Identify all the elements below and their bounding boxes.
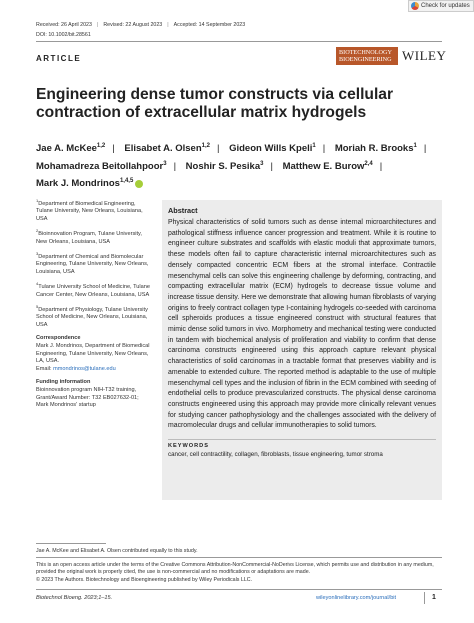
received-date: Received: 26 April 2023 [36,22,92,28]
date-separator: | [96,22,99,28]
date-separator: | [167,22,169,28]
journal-logo-line1: BIOTECHNOLOGY [339,49,392,56]
journal-logo [336,47,398,65]
journal-citation: Biotechnol Bioeng. 2023;1–15. [36,595,113,601]
abstract-text: Physical characteristics of solid tumors such as dense internal microarchitectures and pathological stiffness influence cancer progression and treatment. While it is routine to engineer culture substrates and scaffolds with elastic moduli that approximate tumors, these models often fail to capture characteristic internal microarchitectures such as densely compacted concentric ECM fibers at the stromal interface. Contractile mesenchymal cells can solve this engineering challenge by deforming, contracting, and compacting extracellular matrix (ECM) hydrogels to decrease tissue volume and increase tissue density. Here we demonstrate that allowing human fibroblasts of varying origins to freely contract collagen type I-containing hydrogels co-seeded with carcinoma cell spheroids produces a tissue engineered construct with structural features that mimic dense solid tumors in vivo. Morphometry and mechanical testing were conducted in tandem with biochemical analysis of proliferation and viability to confirm that dense carcinoma constructs engineered using this approach capture relevant physical characteristics of solid carcinomas in a tractable format that preserves viability and is amenable to extended culture. The reported method is adaptable to the use of multiple mesenchymal cell types and the inclusion of fibrin in the ECM combined with seeding of endothelial cells to produce prevascularized constructs. The physical dense carcinoma constructs engineered using this approach may provide more clinically relevant venues for studying cancer pathophysiology and the challenges associated with the delivery of macromolecular drugs and cellular immunotherapies to solid tumors. [168,219,436,430]
article-dates [36,22,245,28]
affiliation: $^2$Bioinnovation Program, Tulane University, New Orleans, Louisiana, USA [36,228,142,245]
affiliations-column [36,197,151,413]
equal-contribution-note: Jae A. McKee and Elisabet A. Olsen contributed equally to this study. [36,548,198,554]
journal-url-link[interactable]: wileyonlinelibrary.com/journal/bit [316,595,397,601]
orcid-icon[interactable] [135,180,143,188]
keywords-divider [168,439,436,440]
revised-date: Revised: 22 August 2023 [103,22,163,28]
doi: DOI: 10.1002/bit.28561 [36,32,91,38]
author-name[interactable]: Moriah R. Brooks$^1$ [334,143,417,155]
affiliation: $^3$Department of Chemical and Biomolecular Engineering, Tulane University, New Orleans, Louisiana, USA [36,250,149,275]
publisher-logo: WILEY [402,48,447,63]
funding-text: Bioinnovation program NIH-T32 training, Grant/Award Number: T32 EB027632-01; Mark Mondrinos' startup [36,386,139,409]
article-title: Engineering dense tumor constructs via cellular contraction of extracellular matrix hydrogels [36,86,394,121]
header-divider [36,41,442,42]
publisher-logos [336,47,446,65]
footnote-divider [36,543,106,544]
correspondence-text: Mark J. Mondrinos, Department of Biomedical Engineering, Tulane University, New Orleans, LA, USA. Email: mmondrinos@tulane.edu [36,342,150,372]
license-divider [36,557,442,558]
author-list: Jae A. McKee$^{1,2}$ | Elisabet A. Olsen$^{1,2}$ | Gideon Wills Kpeli$^1$ | Moriah R. Brooks$^1$ | Mohamadreza Beitollahpoor$^3$ | Noshir S. Pesika$^3$ | Matthew E. Burow$^{2,4}$ | Mark J. Mondrinos$^{1,4,5}$ [36,143,427,190]
funding-heading: Funding information [36,379,91,386]
crossmark-icon [411,2,419,10]
affiliation: $^5$Department of Physiology, Tulane University School of Medicine, New Orleans, Louisiana, USA [36,303,148,328]
author-name[interactable]: Mark J. Mondrinos$^{1,4,5}$ [36,178,134,190]
page-number-divider [424,592,425,604]
author-name[interactable]: Jae A. McKee$^{1,2}$ [36,143,106,155]
affiliation: $^4$Tulane University School of Medicine, Tulane Cancer Center, New Orleans, Louisiana, USA [36,281,150,298]
keywords-heading: KEYWORDS [168,443,209,450]
keywords-list: cancer, cell contractility, collagen, fibroblasts, tissue engineering, tumor stroma [168,451,383,459]
journal-logo-line2: BIOENGINEERING [339,56,392,63]
accepted-date: Accepted: 14 September 2023 [173,22,246,28]
author-name[interactable]: Matthew E. Burow$^{2,4}$ [282,160,373,172]
check-updates-label: Check for updates [421,3,470,9]
author-name[interactable]: Mohamadreza Beitollahpoor$^3$ [36,160,167,172]
footer-divider [36,589,442,590]
author-name[interactable]: Elisabet A. Olsen$^{1,2}$ [124,143,210,155]
page-number: 1 [432,594,436,601]
author-name[interactable]: Gideon Wills Kpeli$^1$ [229,143,316,155]
article-type-label: ARTICLE [36,54,82,63]
license-text: This is an open access article under the terms of the Creative Commons Attribution-NonCommercial-NoDerivs License, which permits use and distribution in any medium, provided the original work is properly cited, the use is non-commercial and no modifications or adaptations are made. [36,562,434,576]
license-notice [36,562,442,584]
correspondence-heading: Correspondence [36,335,81,342]
correspondence-email[interactable]: mmondrinos@tulane.edu [53,365,116,372]
abstract-panel [162,200,442,500]
check-for-updates-button[interactable] [408,0,474,12]
copyright-text: © 2023 The Authors. Biotechnology and Bioengineering published by Wiley Periodicals LLC. [36,576,253,583]
abstract-heading: Abstract [168,206,198,215]
affiliation: $^1$Department of Biomedical Engineering, Tulane University, New Orleans, Louisiana, USA [36,198,143,223]
author-name[interactable]: Noshir S. Pesika$^3$ [185,160,264,172]
